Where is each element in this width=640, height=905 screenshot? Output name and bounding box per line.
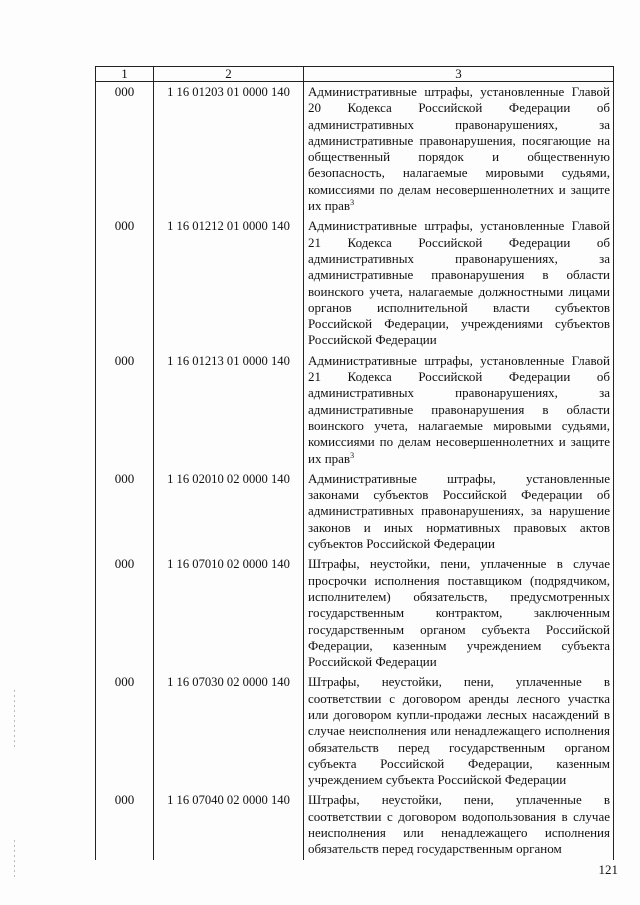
budget-code-cell: 1 16 01213 01 0000 140: [154, 351, 304, 469]
budget-code-cell: 1 16 07010 02 0000 140: [154, 554, 304, 672]
description-cell: [304, 790, 614, 859]
table-row: [96, 790, 614, 859]
budget-code-cell: 1 16 07030 02 0000 140: [154, 672, 304, 790]
table-row: [96, 216, 614, 350]
budget-code-cell: 1 16 02010 02 0000 140: [154, 469, 304, 554]
description-text: [308, 556, 610, 670]
admin-code-cell: 000: [96, 672, 154, 790]
column-header-1: 1: [96, 67, 154, 82]
description-text: [308, 792, 610, 857]
page-number: 121: [598, 862, 618, 877]
description-cell: [304, 469, 614, 554]
description-body: Административные штрафы, установленные Главой 21 Кодекса Российской Федерации об административных правонарушениях, за административные правонарушения в области воинского учета, налагаемые должностными лицами органов исполнительной власти субъектов Российской Федерации, учреждениями субъектов Российской Федерации: [308, 218, 610, 348]
description-text: [308, 218, 610, 348]
table-row: [96, 672, 614, 790]
admin-code-cell: 000: [96, 469, 154, 554]
description-text: [308, 353, 610, 467]
description-body: Штрафы, неустойки, пени, уплаченные в соответствии с договором аренды лесного участка или договором купли-продажи лесных насаждений в случае неисполнения или ненадлежащего исполнения обязательств перед государственным органом субъекта Российской Федерации, казенным учреждением субъекта Российской Федерации: [308, 674, 610, 788]
column-header-2: 2: [154, 67, 304, 82]
budget-code-cell: 1 16 01212 01 0000 140: [154, 216, 304, 350]
admin-code-cell: 000: [96, 82, 154, 217]
description-cell: [304, 82, 614, 217]
budget-code-table: [95, 66, 614, 860]
scan-margin-mark: [14, 840, 15, 880]
admin-code-cell: 000: [96, 216, 154, 350]
description-cell: [304, 216, 614, 350]
description-cell: [304, 351, 614, 469]
description-body: Административные штрафы, установленные законами субъектов Российской Федерации об административных правонарушениях, за нарушение законов и иных нормативных правовых актов субъектов Российской Федерации: [308, 470, 610, 552]
table-row: [96, 469, 614, 554]
table-row: [96, 82, 614, 217]
description-text: [308, 674, 610, 788]
table-header-row: [96, 67, 614, 82]
admin-code-cell: 000: [96, 554, 154, 672]
scan-margin-mark: [14, 690, 15, 750]
admin-code-cell: 000: [96, 790, 154, 859]
description-cell: [304, 554, 614, 672]
description-text: [308, 471, 610, 552]
admin-code-cell: 000: [96, 351, 154, 469]
description-cell: [304, 672, 614, 790]
budget-code-cell: 1 16 01203 01 0000 140: [154, 82, 304, 217]
description-body: Административные штрафы, установленные Главой 20 Кодекса Российской Федерации об административных правонарушениях, за административные правонарушения, посягающие на общественный порядок и общественную безопасность, налагаемые мировыми судьями, комиссиями по делам несовершеннолетних и защите их прав: [308, 84, 610, 214]
column-header-3: 3: [304, 67, 614, 82]
description-text: [308, 84, 610, 214]
description-body: Штрафы, неустойки, пени, уплаченные в соответствии с договором водопользования в случае неисполнения или ненадлежащего исполнения обязательств перед государственным органом: [308, 792, 610, 857]
table-row: [96, 351, 614, 469]
budget-code-cell: 1 16 07040 02 0000 140: [154, 790, 304, 859]
footnote-mark: 3: [350, 450, 355, 460]
description-body: Административные штрафы, установленные Главой 21 Кодекса Российской Федерации об административных правонарушениях, за административные правонарушения в области воинского учета, налагаемые мировыми судьями, комиссиями по делам несовершеннолетних и защите их прав: [308, 352, 610, 466]
footnote-mark: 3: [350, 198, 355, 208]
description-body: Штрафы, неустойки, пени, уплаченные в случае просрочки исполнения поставщиком (подрядчиком, исполнителем) обязательств, предусмотренных государственным контрактом, заключенным государственным органом субъекта Российской Федерации, казенным учреждением субъекта Российской Федерации: [308, 556, 610, 670]
table-row: [96, 554, 614, 672]
